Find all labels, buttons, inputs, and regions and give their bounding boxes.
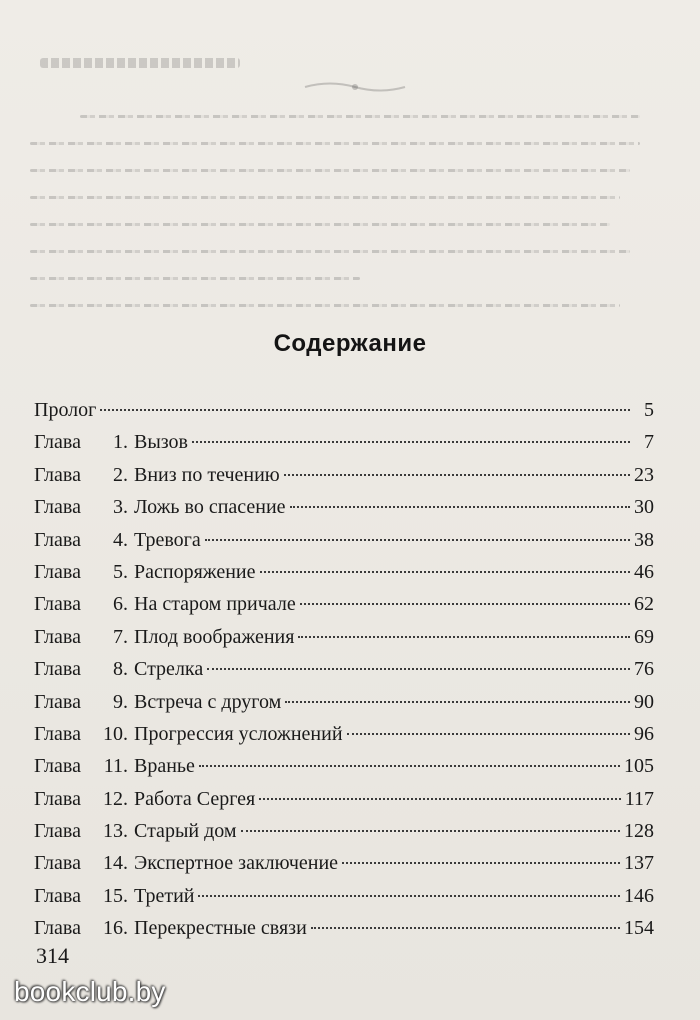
toc-entry-title: Старый дом (134, 820, 237, 843)
dot-leader (342, 862, 620, 864)
toc-entry-kind: Глава (34, 625, 81, 648)
toc-entry-title: Третий (134, 884, 195, 907)
toc-entry (34, 524, 654, 556)
dot-leader (241, 830, 620, 832)
toc-entry-kind: Глава (34, 755, 81, 778)
toc-entry-page: 90 (634, 690, 654, 713)
bleed-through-text (30, 60, 670, 340)
toc-entry-number: 8. (113, 658, 128, 681)
dot-leader (260, 571, 631, 573)
toc-entry-title: Тревога (134, 528, 201, 551)
toc-entry (34, 686, 654, 718)
toc-entry (34, 880, 654, 912)
dot-leader (100, 409, 630, 411)
toc-entry-kind: Глава (34, 593, 81, 616)
page-number: 314 (36, 943, 69, 968)
toc-entry-page: 23 (634, 463, 654, 486)
toc-entry-kind: Глава (34, 463, 81, 486)
toc-entry-kind: Глава (34, 431, 81, 454)
toc-entry-kind: Глава (34, 496, 81, 519)
toc-entry-title: Работа Сергея (134, 787, 256, 810)
toc-entry-title: Вызов (134, 431, 189, 454)
toc-entry-title: Ложь во спасение (134, 496, 286, 519)
toc-entry (34, 653, 654, 685)
toc-entry-kind: Глава (34, 528, 81, 551)
toc-entry-kind: Глава (34, 884, 81, 907)
dot-leader (285, 701, 630, 703)
toc-entry-title: Вранье (134, 755, 195, 778)
toc-entry (34, 556, 654, 588)
toc-entry-title: Вниз по течению (134, 463, 280, 486)
toc-entry-title: Стрелка (134, 658, 204, 681)
toc-entry-page: 76 (634, 658, 654, 681)
bleed-line (30, 250, 630, 253)
toc-entry-number: 12. (103, 787, 128, 810)
dot-leader (259, 798, 620, 800)
toc-entry-kind: Глава (34, 690, 81, 713)
dot-leader (347, 733, 630, 735)
bleed-line (30, 304, 620, 307)
dot-leader (207, 668, 630, 670)
watermark-text: bookclub.by (14, 976, 166, 1007)
toc-entry (34, 426, 654, 458)
toc-entry-number: 7. (113, 625, 128, 648)
toc-entry-title: Прогрессия усложнений (134, 722, 343, 745)
toc-entry (34, 459, 654, 491)
dot-leader (199, 765, 620, 767)
toc-entry-page: 62 (634, 593, 654, 616)
dot-leader (198, 895, 620, 897)
toc-entry (34, 491, 654, 523)
bleed-line (30, 142, 640, 145)
toc-entry-page: 38 (634, 528, 654, 551)
toc-entry-number: 1. (113, 431, 128, 454)
toc-entry-page: 128 (624, 820, 654, 843)
toc-entry-kind: Глава (34, 787, 81, 810)
toc-entry (34, 621, 654, 653)
toc-entry-kind: Глава (34, 917, 81, 940)
toc-entry-page: 146 (624, 884, 654, 907)
toc-entry-kind: Глава (34, 820, 81, 843)
toc-entry-number: 4. (113, 528, 128, 551)
toc-entry-title: На старом причале (134, 593, 296, 616)
toc-entry-page: 46 (634, 560, 654, 583)
toc-entry-number: 2. (113, 463, 128, 486)
toc-entry-page: 117 (624, 787, 654, 810)
toc-entry (34, 588, 654, 620)
toc-entry-title: Встреча с другом (134, 690, 282, 713)
toc-entry-page: 5 (644, 399, 654, 421)
toc-entry-number: 3. (113, 496, 128, 519)
bleed-line (30, 223, 610, 226)
toc-entry-number: 16. (103, 917, 128, 940)
toc-entry-title: Распоряжение (134, 560, 256, 583)
dot-leader (300, 603, 630, 605)
dot-leader (298, 636, 630, 638)
toc-entry (34, 394, 654, 426)
bleed-line (80, 115, 640, 118)
toc-entry (34, 912, 654, 944)
bleed-line (30, 169, 630, 172)
page-title: Содержание (273, 330, 427, 357)
toc-entry-number: 13. (103, 820, 128, 843)
toc-entry-title: Перекрестные связи (134, 917, 307, 940)
toc-entry (34, 847, 654, 879)
toc-entry-page: 154 (624, 917, 654, 940)
bleed-line (30, 196, 620, 199)
toc-entry-number: 15. (103, 884, 128, 907)
bleed-line (30, 277, 360, 280)
toc-entry-kind: Пролог (34, 399, 97, 421)
toc-entry-number: 6. (113, 593, 128, 616)
toc-entry-number: 11. (103, 755, 128, 778)
dot-leader (192, 441, 630, 443)
toc-entry-kind: Глава (34, 852, 81, 875)
toc-entry-number: 10. (103, 722, 128, 745)
toc-entry (34, 718, 654, 750)
dot-leader (205, 539, 630, 541)
toc-entry-page: 105 (624, 755, 654, 778)
dot-leader (290, 506, 630, 508)
toc-entry-title: Экспертное заключение (134, 852, 339, 875)
toc-entry-number: 5. (113, 560, 128, 583)
toc-entry-page: 137 (624, 852, 654, 875)
toc-entry-kind: Глава (34, 658, 81, 681)
toc-entry-number: 14. (103, 852, 128, 875)
toc-entry (34, 783, 654, 815)
toc-entry-page: 69 (634, 625, 654, 648)
toc-entry-page: 7 (644, 431, 654, 454)
toc-entry-page: 96 (634, 722, 654, 745)
toc-entry (34, 750, 654, 782)
toc-entry (34, 815, 654, 847)
dot-leader (311, 927, 620, 929)
dot-leader (284, 474, 630, 476)
toc-entry-kind: Глава (34, 560, 81, 583)
toc-entry-number: 9. (113, 690, 128, 713)
toc-entry-kind: Глава (34, 722, 81, 745)
toc-entry-page: 30 (634, 496, 654, 519)
table-of-contents (34, 394, 654, 945)
toc-entry-title: Плод воображения (134, 625, 295, 648)
